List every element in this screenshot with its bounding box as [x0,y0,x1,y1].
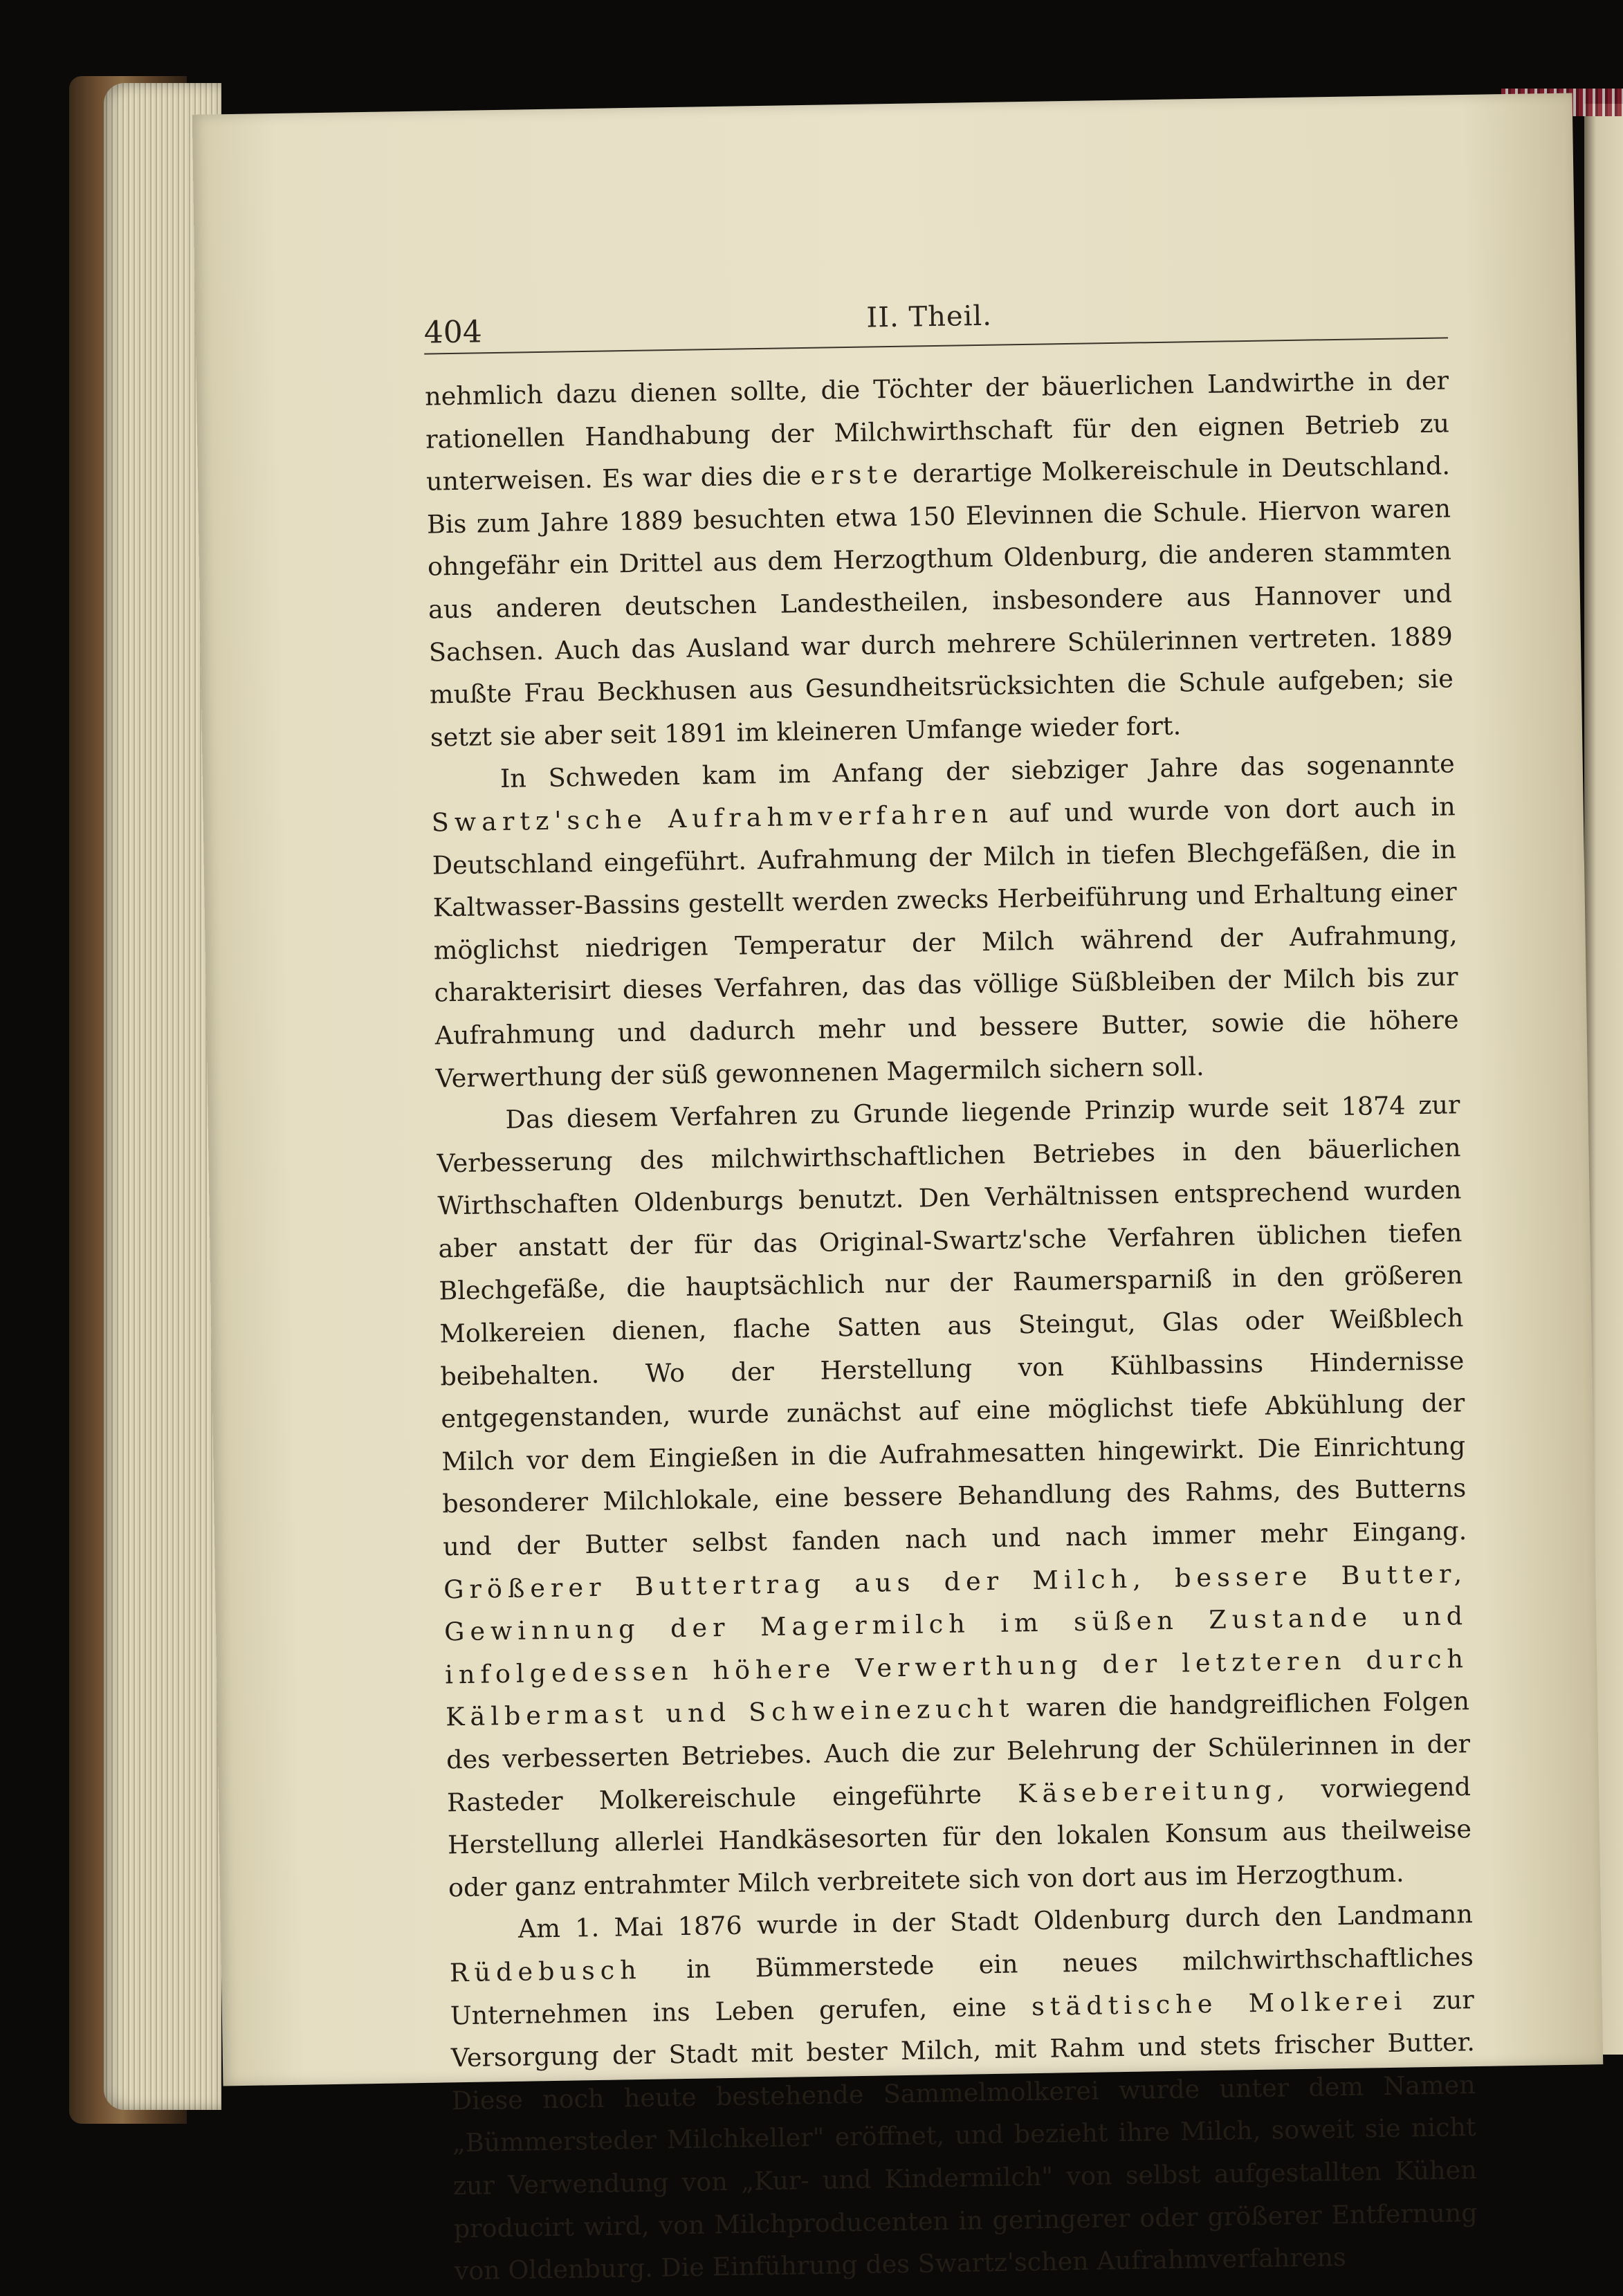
spaced-emphasis-text: städtische Molkerei [1031,1985,1408,2021]
spaced-emphasis-text: erste [810,459,904,491]
paragraph-text: in Bümmerstede ein neues milchwirthschaftliches Unternehmen ins Leben gerufen, eine [450,1942,1474,2030]
paragraph-text: zur Versorgung der Stadt mit bester Milch, mit Rahm und stets frischer Butter. Diese noch heute bestehende Sammelmolkerei wurde unter dem Namen „Bümmersteder Milchkeller" eröffnet, und bezieht ihre Milch, soweit sie nicht zur Verwendung von „Kur- und Kindermilch" von selbst aufgestallten Kühen producirt wird, von Milchproducenten in geringerer oder größerer Entfernung von Oldenburg. Die Einführung des Swartz'schen Aufrahmverfahrens [450,1984,1478,2286]
spaced-emphasis-text: Größerer Buttertrag aus der Milch, bessere Butter, Gewinnung der Magermilch im süßen Zustande und infolgedessen höhere Verwerthung der letzteren durch Kälbermast und Schweinezucht [443,1558,1469,1732]
running-header [423,282,1448,354]
paragraph-text: waren die handgreiflichen Folgen des verbesserten Betriebes. Auch die zur Belehrung der Schülerinnen in der Rasteder Molkereischule eingeführte [446,1686,1471,1817]
body-text [425,359,1478,2293]
spaced-emphasis-text: Rüdebusch [449,1954,643,1988]
paragraph-text: Das diesem Verfahren zu Grunde liegende Prinzip wurde seit 1874 zur Verbesserung des milchwirthschaftlichen Betriebes in den bäuerlichen Wirthschaften Oldenburgs benutzt. Den Verhältnissen entsprechend wurden aber anstatt der für das Original-Swartz'sche Verfahren üblichen tiefen Blechgefäße, die hauptsächlich nur der Raumersparniß in den größeren Molkereien dienen, flache Satten aus Steingut, Glas oder Weißblech beibehalten. Wo der Herstellung von Kühlbassins Hindernisse entgegenstanden, wurde zunächst auf eine möglichst tiefe Abkühlung der Milch vor dem Eingießen in die Aufrahmesatten hingewirkt. Die Einrichtung besonderer Milchlokale, eine bessere Behandlung des Rahms, des Butterns und der Butter selbst fanden nach und nach immer mehr Eingang. [437,1090,1467,1562]
paragraph [430,743,1460,1100]
paragraph-text: nehmlich dazu dienen sollte, die Töchter der bäuerlichen Landwirthe in der rationellen Handhabung der Milchwirthschaft für den eignen Betrieb zu unterweisen. Es war dies die [424,365,1450,497]
page-content [423,282,1478,2293]
paragraph [425,359,1455,759]
paragraph-text: In Schweden kam im Anfang der siebziger Jahre das sogenannte [499,749,1456,794]
spaced-emphasis-text: Käsebereitung [1017,1774,1278,1808]
running-title: II. Theil. [866,300,993,334]
paragraph-text: Am 1. Mai 1876 wurde in der Stadt Oldenburg durch den Landmann [517,1899,1474,1945]
paragraph-text: , vorwiegend Herstellung allerlei Handkäsesorten für den lokalen Konsum aus theilweise oder ganz entrahmter Milch verbreitete sich von dort aus im Herzogthum. [447,1771,1472,1903]
book-page [192,93,1604,2286]
spaced-emphasis-text: Swartz'sche Aufrahmverfahren [431,798,994,838]
paragraph-text: derartige Molkereischule in Deutschland. Bis zum Jahre 1889 besuchten etwa 150 Elevinnen die Schule. Hiervon waren ohngefähr ein Drittel aus dem Herzogthum Oldenburg, die anderen stammten aus anderen deutschen Landestheilen, insbesondere aus Hannover und Sachsen. Auch das Ausland war durch mehrere Schülerinnen vertreten. 1889 mußte Frau Beckhusen aus Gesundheitsrücksichten die Schule aufgeben; sie setzt sie aber seit 1891 im kleineren Umfange wieder fort. [426,450,1454,753]
paragraph-text: auf und wurde von dort auch in Deutschland eingeführt. Aufrahmung der Milch in tiefen Blechgefäßen, die in Kaltwasser-Bassins gestellt werden zwecks Herbeiführung und Erhaltung einer möglichst niedrigen Temperatur der Milch während der Aufrahmung, charakterisirt dieses Verfahren, das das völlige Süßbleiben der Milch bis zur Aufrahmung und dadurch mehr und bessere Butter, sowie die höhere Verwerthung der süß gewonnenen Magermilch sichern soll. [432,791,1459,1093]
page-number: 404 [423,314,483,351]
paragraph [436,1083,1472,1909]
paragraph [449,1893,1479,2293]
